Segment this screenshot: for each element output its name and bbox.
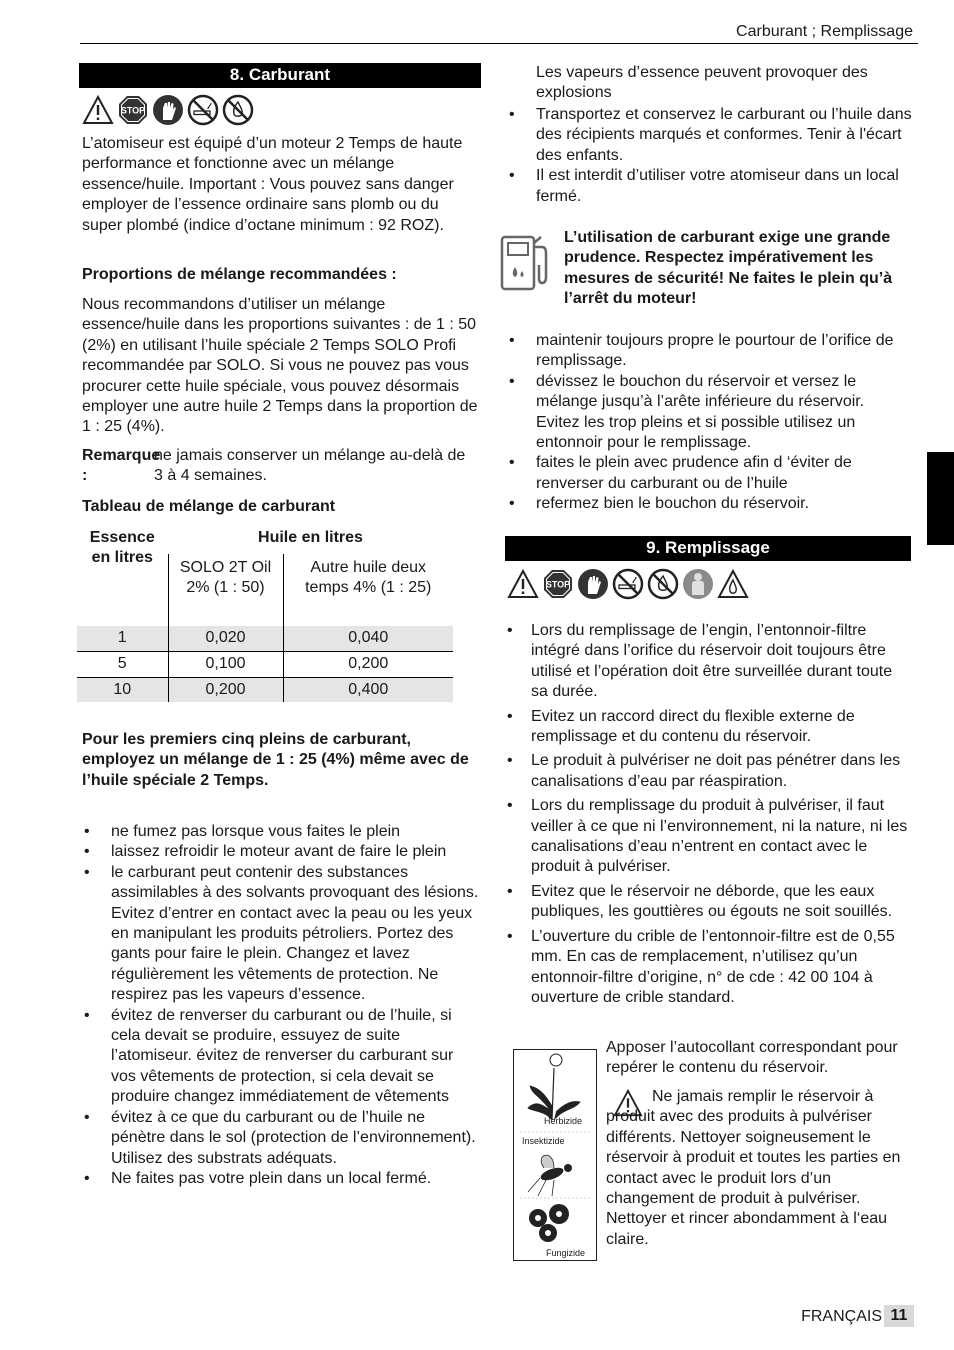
running-header: Carburant ; Remplissage xyxy=(736,23,913,40)
filling-rules-list xyxy=(505,621,911,1008)
proportions-heading: Proportions de mélange recommandées : xyxy=(82,266,397,283)
language-tab-marker xyxy=(927,452,954,545)
list-item: • L’ouverture du crible de l’entonnoir-filtre est de 0,55 mm. En cas de remplacement, n’utilisez qu’un entonnoir-filtre d’origine, n° de cde : 42 00 104 à ouverture de crible standard. xyxy=(505,927,911,1009)
refuel-procedure-list xyxy=(507,331,912,515)
vapours-continuation: Les vapeurs d’essence peuvent provoquer des explosions xyxy=(536,64,868,102)
list-item: • Evitez un raccord direct du flexible externe de remplissage et du contenu du réservoir. xyxy=(505,707,911,748)
table-row: 5 0,100 0,200 xyxy=(77,651,453,677)
list-item: • Lors du remplissage de l’engin, l’entonnoir-filtre intégré dans l’orifice du réservoir doit toujours être utilisé et l’opération doit être surveillée durant toute sa durée. xyxy=(505,621,911,703)
remark xyxy=(82,446,478,487)
section-9-title: 9. Remplissage xyxy=(505,536,911,561)
list-item: • Il est interdit d’utiliser votre atomiseur dans un local fermé. xyxy=(507,166,912,207)
page-number: 11 xyxy=(884,1305,914,1327)
header-rule xyxy=(80,43,918,44)
gloves-icon xyxy=(577,568,609,600)
no-fire-icon xyxy=(222,94,254,126)
remark-text: ne jamais conserver un mélange au-delà de 3 à 4 semaines. xyxy=(154,447,466,485)
fuel-mix-table xyxy=(77,527,453,702)
list-item: • Lors du remplissage du produit à pulvériser, il faut veiller à ce que ni l’environnement, ni la nature, ni les canalisations d’eau n’entrent en contact avec le produit à pulvériser. xyxy=(505,796,911,878)
no-smoking-icon xyxy=(612,568,644,600)
mix-table-heading: Tableau de mélange de carburant xyxy=(82,498,336,515)
stop-icon xyxy=(542,568,574,600)
section-8-intro: L’atomiseur est équipé d’un moteur 2 Temps de haute performance et fonctionne avec un mélange essence/huile. Important : Vous pouvez sans danger employer de l’essence ordinaire sans plomb ou du super plombé (indice d’octane minimum : 92 ROZ). xyxy=(82,135,463,234)
no-fire-icon xyxy=(647,568,679,600)
warning-triangle-icon xyxy=(507,568,539,600)
list-item: • refermez bien le bouchon du réservoir. xyxy=(507,494,912,514)
list-item: • maintenir toujours propre le pourtour de l’orifice de remplissage. xyxy=(507,331,912,372)
col-header-solo: SOLO 2T Oil 2% (1 : 50) xyxy=(168,554,283,626)
stop-icon xyxy=(117,94,149,126)
mixing-warning-text: Ne jamais remplir le réservoir à produit avec des produits à pulvériser différents. Nettoyer soigneusement le réservoir à produit et toutes les parties en contact avec le produit lors d’un changement de produit à pulvériser. Nettoyer et rincer abondamment à l‘eau claire. xyxy=(606,1088,901,1248)
section-8-title: 8. Carburant xyxy=(79,63,481,88)
list-item: • faites le plein avec prudence afin d ‘éviter de renverser du carburant ou de l’huile xyxy=(507,453,912,494)
remark-label: Remarque : xyxy=(82,447,161,485)
list-item: • Evitez que le réservoir ne déborde, que les eaux publiques, les gouttières ou égouts ne soit souillés. xyxy=(505,882,911,923)
gloves-icon xyxy=(152,94,184,126)
col-header-huile: Huile en litres xyxy=(258,529,363,546)
list-item: • évitez de renverser du carburant ou de l’huile, si cela devait se produire, essuyez de suite l’atomiseur. évitez de renverser du carburant sur vos vêtements de protection, si cela devait se produire changez immédiatement de vêtements xyxy=(82,1006,480,1108)
list-item: • laissez refroidir le moteur avant de faire le plein xyxy=(82,842,480,862)
flammable-icon xyxy=(717,568,749,600)
svg-text:STOP: STOP xyxy=(120,105,146,116)
section-8-icons xyxy=(82,94,254,126)
sticker-drawings xyxy=(514,1050,596,1260)
sticker-text: Apposer l’autocollant correspondant pour repérer le contenu du réservoir. xyxy=(606,1039,898,1077)
storage-list xyxy=(507,105,912,207)
proportions-text: Nous recommandons d’utiliser un mélange essence/huile dans les proportions suivantes : de 1 : 50 (2%) en utilisant l’huile spéciale 2 Temps SOLO Profi recommandée par SOLO. Si vous ne pouvez pas vous procurer cette huile spéciale, vous pouvez désormais employer une autre huile 2 Temps dans la proportion de 1 : 25 (4%). xyxy=(82,296,478,436)
fuel-warning: L’utilisation de carburant exige une grande prudence. Respectez impérativement les mesures de sécurité! Ne faites le plein qu’à l’arrêt du moteur! xyxy=(564,229,893,308)
warning-triangle-icon xyxy=(82,94,114,126)
sticker-label-fungizide: Fungizide xyxy=(546,1248,586,1258)
protection-suit-icon xyxy=(682,568,714,600)
sticker-label-insektizide: Insektizide xyxy=(522,1136,565,1146)
fuel-pump-icon xyxy=(499,233,553,293)
table-row: 1 0,020 0,040 xyxy=(77,626,453,651)
col-header-other: Autre huile deux temps 4% (1 : 25) xyxy=(283,554,453,626)
list-item: • dévissez le bouchon du réservoir et versez le mélange jusqu’à l’arête inférieure du réservoir. Evitez les trop pleins et si possible utilisez un entonnoir pour le remplissage. xyxy=(507,372,912,454)
tank-sticker-illustration xyxy=(513,1049,597,1261)
first-fills-note: Pour les premiers cinq pleins de carburant, employez un mélange de 1 : 25 (4%) même avec de l’huile spéciale 2 Temps. xyxy=(82,731,469,789)
list-item: • Ne faites pas votre plein dans un local fermé. xyxy=(82,1169,480,1189)
section-9-icons xyxy=(507,568,749,600)
list-item: • évitez à ce que du carburant ou de l’huile ne pénètre dans le sol (protection de l’environnement). Utilisez des substrats adéquats. xyxy=(82,1108,480,1169)
table-row: 10 0,200 0,400 xyxy=(77,677,453,702)
list-item: • Le produit à pulvériser ne doit pas pénétrer dans les canalisations d’eau par réaspiration. xyxy=(505,751,911,792)
footer-language: FRANÇAIS xyxy=(801,1308,882,1325)
list-item: • Transportez et conservez le carburant ou l’huile dans des récipients marqués et conformes. Tenir à l'écart des enfants. xyxy=(507,105,912,166)
col-header-essence: Essence en litres xyxy=(89,529,155,567)
list-item: • ne fumez pas lorsque vous faites le plein xyxy=(82,822,480,842)
list-item: • le carburant peut contenir des substances assimilables à des solvants provoquant des lésions. Evitez d’entrer en contact avec la peau ou les yeux en manipulant les produits pétroliers. Portez des gants pour faire le plein. Changez et lavez régulièrement les vêtements de protection. Ne respirez pas les vapeurs d’essence. xyxy=(82,863,480,1006)
no-smoking-icon xyxy=(187,94,219,126)
svg-text:STOP: STOP xyxy=(545,579,571,590)
sticker-label-herbizide: Herbizide xyxy=(544,1116,583,1126)
fuel-safety-list xyxy=(82,822,480,1189)
